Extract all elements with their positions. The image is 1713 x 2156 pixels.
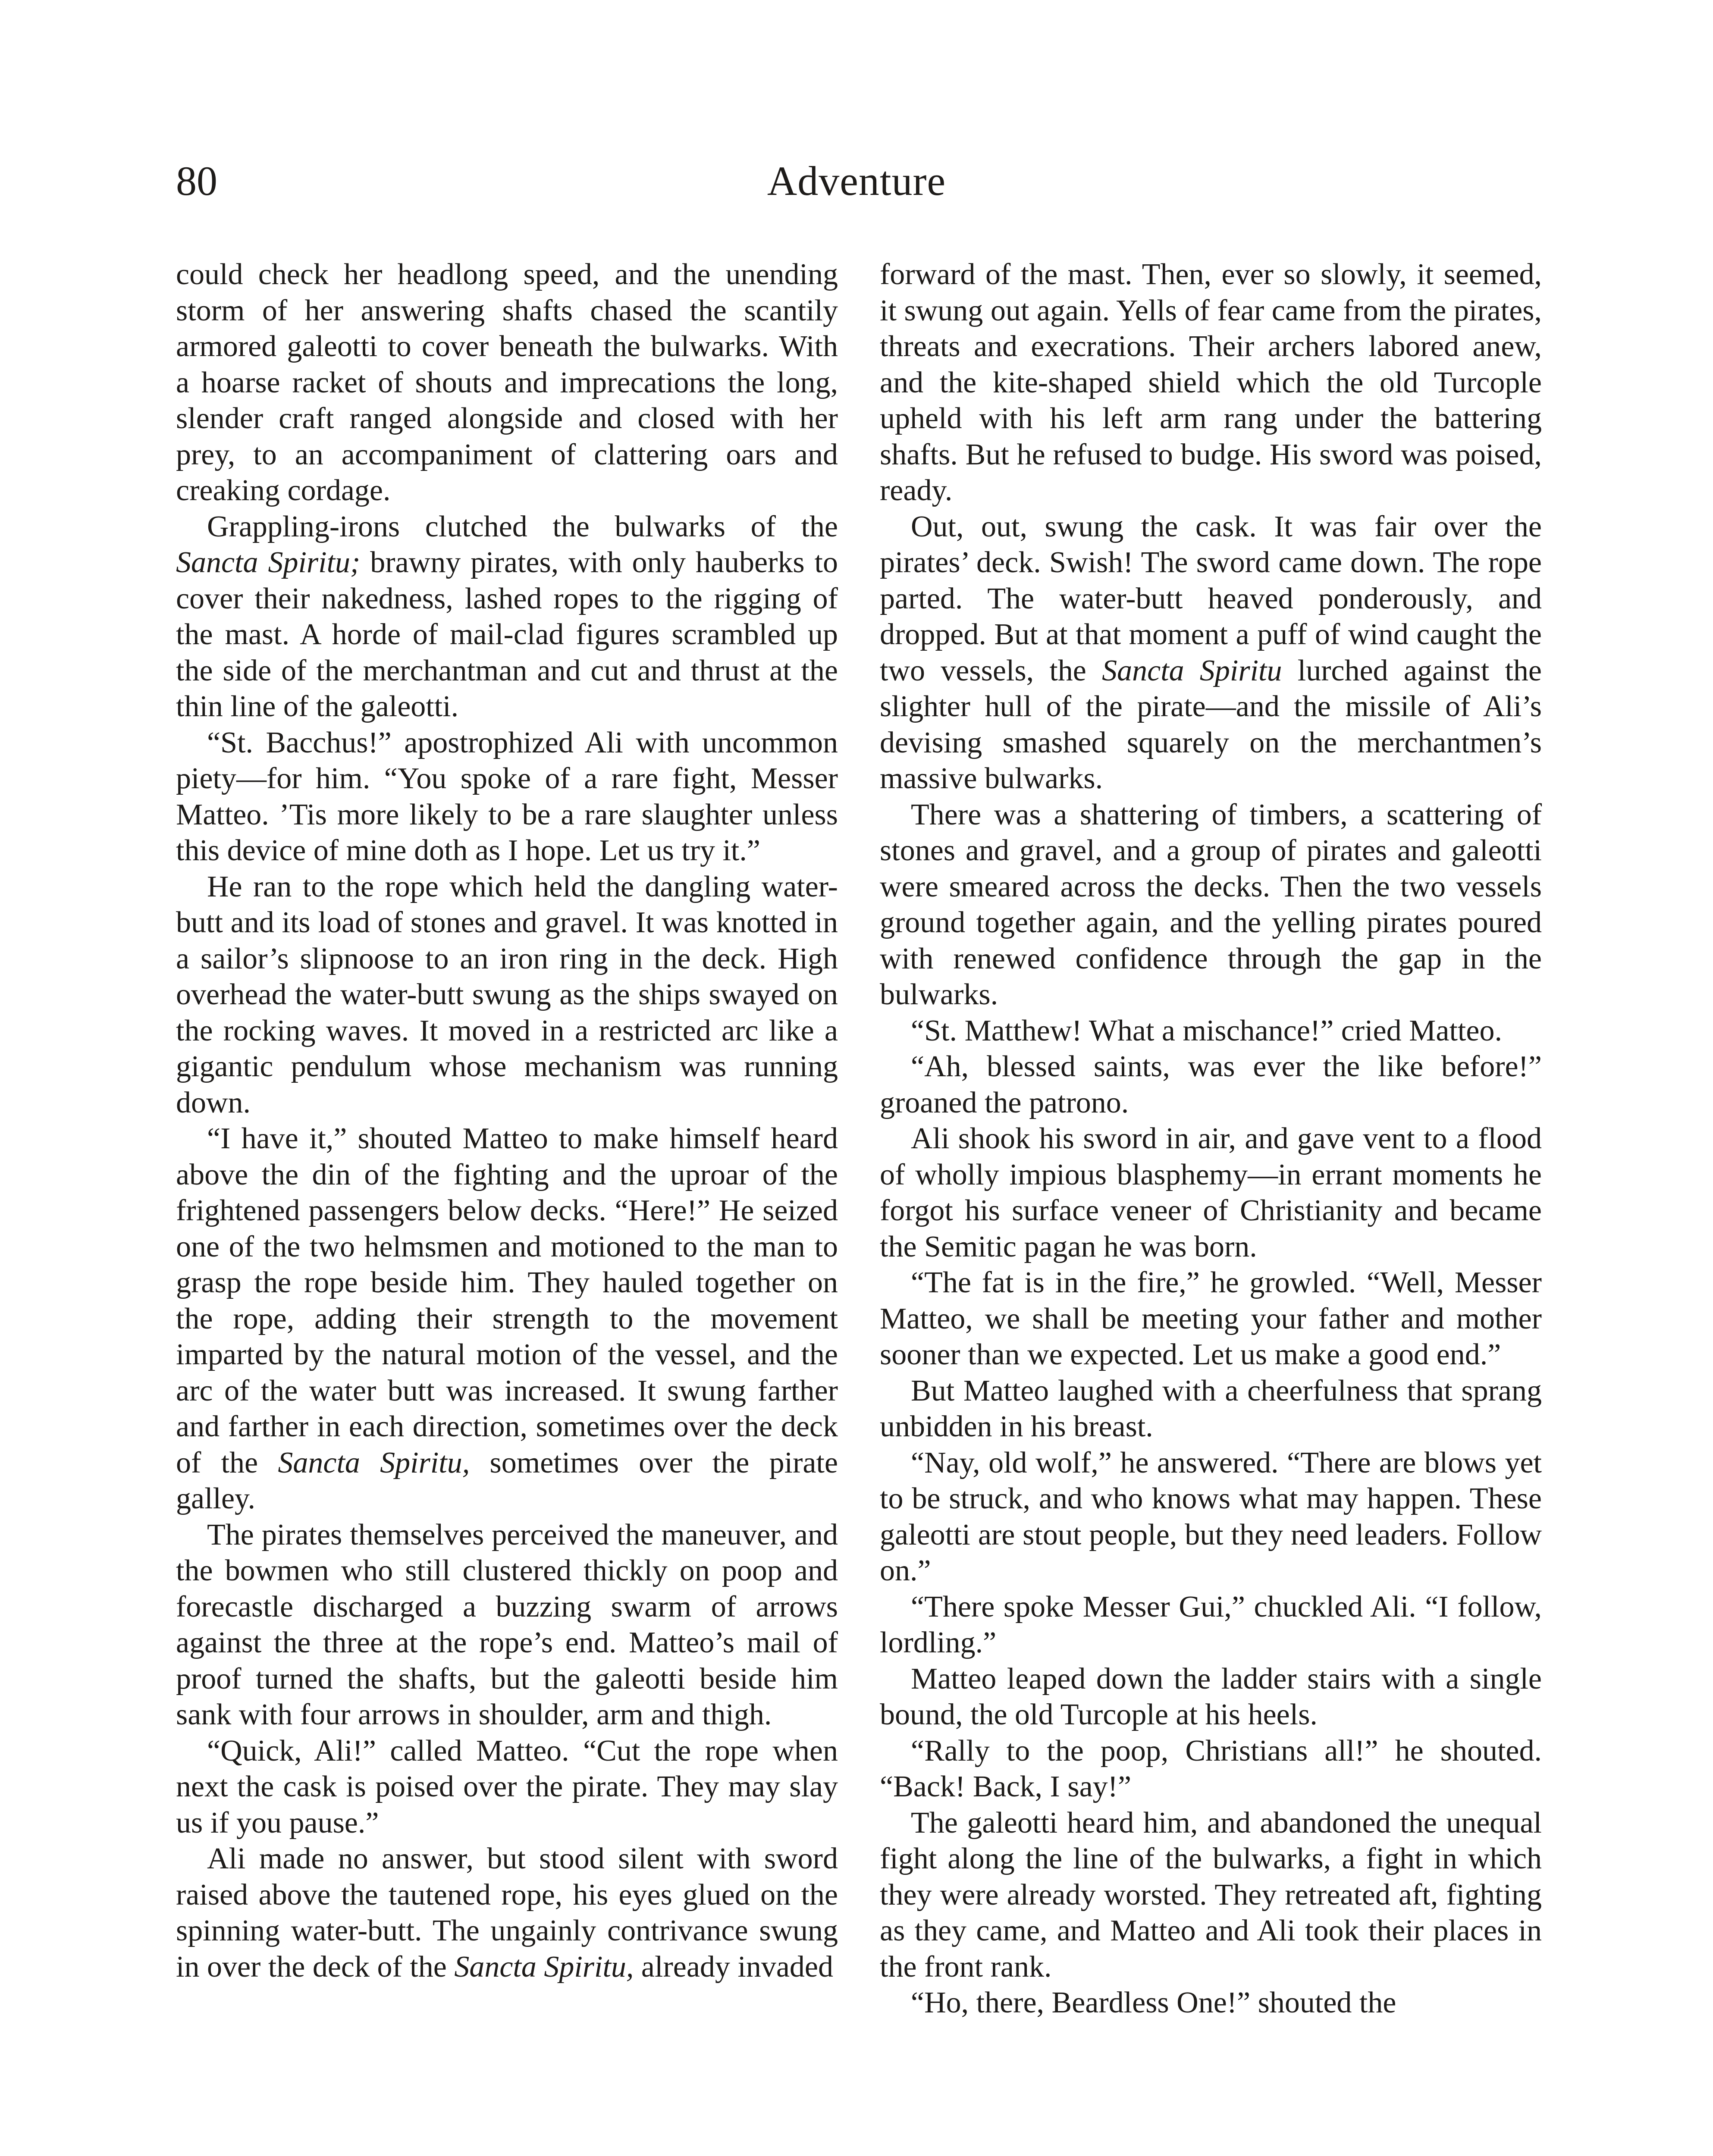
ship-name: Sancta Spiritu, (454, 1950, 634, 1984)
paragraph: Matteo leaped down the ladder stairs with a single bound, the old Turcople at his heels. (880, 1662, 1542, 1731)
paragraph-text: brawny pirates, with only hauberks to cover their nakedness, lashed ropes to the rigging of the mast. A horde of mail-clad figures scrambled up the side of the merchantman and cut and thrust at the thin line of the galeotti. (176, 546, 838, 723)
paragraph (880, 509, 1542, 797)
paragraph: “Nay, old wolf,” he answered. “There are blows yet to be struck, and who knows what may happen. These galeotti are stout people, but they need leaders. Follow on.” (880, 1446, 1542, 1587)
page-number: 80 (176, 158, 217, 204)
ship-name: Sancta Spiritu; (176, 546, 361, 579)
paragraph-text: Out, out, swung the cask. It was fair over the pirates’ deck. Swish! The sword came down. The rope parted. The water-butt heaved ponderously, and dropped. But at that moment a puff of wind caught the two vessels, the (880, 510, 1542, 687)
text-column-left (176, 257, 838, 1985)
paragraph: “St. Bacchus!” apostrophized Ali with uncommon piety—for him. “You spoke of a rare fight, Messer Matteo. ’Tis more likely to be a rare slaughter unless this device of mine doth as I hope. Let us try it.” (176, 726, 838, 867)
paragraph: “There spoke Messer Gui,” chuckled Ali. “I follow, lordling.” (880, 1590, 1542, 1659)
paragraph: forward of the mast. Then, ever so slowly, it seemed, it swung out again. Yells of fear came from the pirates, threats and execrations. Their archers labored anew, and the kite-shaped shield which the old Turcople upheld with his left arm rang under the battering shafts. But he refused to budge. His sword was poised, ready. (880, 258, 1542, 507)
text-column-right (880, 257, 1542, 2021)
paragraph: There was a shattering of timbers, a scattering of stones and gravel, and a group of pirates and galeotti were smeared across the decks. Then the two vessels ground together again, and the yelling pirates poured with renewed confidence through the gap in the bulwarks. (880, 798, 1542, 1011)
paragraph (176, 1121, 838, 1517)
page-header (0, 153, 1713, 218)
paragraph-text: Grappling-irons clutched the bulwarks of the (207, 510, 838, 543)
paragraph: “Quick, Ali!” called Matteo. “Cut the rope when next the cask is poised over the pirate. They may slay us if you pause.” (176, 1734, 838, 1839)
ship-name: Sancta Spiritu, (278, 1446, 470, 1479)
paragraph: The pirates themselves perceived the maneuver, and the bowmen who still clustered thickly on poop and forecastle discharged a buzzing swarm of arrows against the three at the rope’s end. Matteo’s mail of proof turned the shafts, but the galeotti beside him sank with four arrows in shoulder, arm and thigh. (176, 1518, 838, 1731)
paragraph: He ran to the rope which held the dangling water-butt and its load of stones and gravel. It was knotted in a sailor’s slipnoose to an iron ring in the deck. High overhead the water-butt swung as the ships swayed on the rocking waves. It moved in a restricted arc like a gigantic pendulum whose mechanism was running down. (176, 870, 838, 1119)
paragraph-text: “I have it,” shouted Matteo to make himself heard above the din of the fighting and the uproar of the frightened passengers below decks. “Here!” He seized one of the two helmsmen and motioned to the man to grasp the rope beside him. They hauled together on the rope, adding their strength to the movement imparted by the natural motion of the vessel, and the arc of the water butt was increased. It swung farther and farther in each direction, sometimes over the deck of the (176, 1122, 838, 1479)
paragraph: “Ho, there, Beardless One!” shouted the (911, 1986, 1396, 2019)
paragraph: “Ah, blessed saints, was ever the like before!” groaned the patrono. (880, 1050, 1542, 1119)
paragraph-text: sometimes over the pirate galley. (176, 1446, 838, 1515)
running-title: Adventure (767, 158, 946, 204)
ship-name: Sancta Spiritu (1102, 654, 1282, 687)
paragraph-text: Ali made no answer, but stood silent with sword raised above the tautened rope, his eyes glued on the spinning water-butt. The ungainly contrivance swung in over the deck of the (176, 1842, 838, 1984)
paragraph (176, 509, 838, 725)
paragraph: “Rally to the poop, Christians all!” he shouted. “Back! Back, I say!” (880, 1734, 1542, 1803)
paragraph: could check her headlong speed, and the unending storm of her answering shafts chased the scantily armored galeotti to cover beneath the bulwarks. With a hoarse racket of shouts and imprecations the long, slender craft ranged alongside and closed with her prey, to an accompaniment of clattering oars and creaking cordage. (176, 258, 838, 507)
paragraph-text: lurched against the slighter hull of the pirate—and the missile of Ali’s devising smashed squarely on the merchantmen’s massive bulwarks. (880, 654, 1542, 795)
paragraph: Ali shook his sword in air, and gave vent to a flood of wholly impious blasphemy—in errant moments he forgot his surface veneer of Christianity and became the Semitic pagan he was born. (880, 1122, 1542, 1263)
paragraph (176, 1841, 838, 1985)
paragraph: But Matteo laughed with a cheerfulness that sprang unbidden in his breast. (880, 1374, 1542, 1443)
paragraph: “St. Matthew! What a mischance!” cried Matteo. (911, 1014, 1502, 1047)
paragraph-text: already invaded (634, 1950, 833, 1984)
paragraph: “The fat is in the fire,” he growled. “Well, Messer Matteo, we shall be meeting your father and mother sooner than we expected. Let us make a good end.” (880, 1266, 1542, 1371)
paragraph: The galeotti heard him, and abandoned the unequal fight along the line of the bulwarks, a fight in which they were already worsted. They retreated aft, fighting as they came, and Matteo and Ali took their places in the front rank. (880, 1806, 1542, 1984)
